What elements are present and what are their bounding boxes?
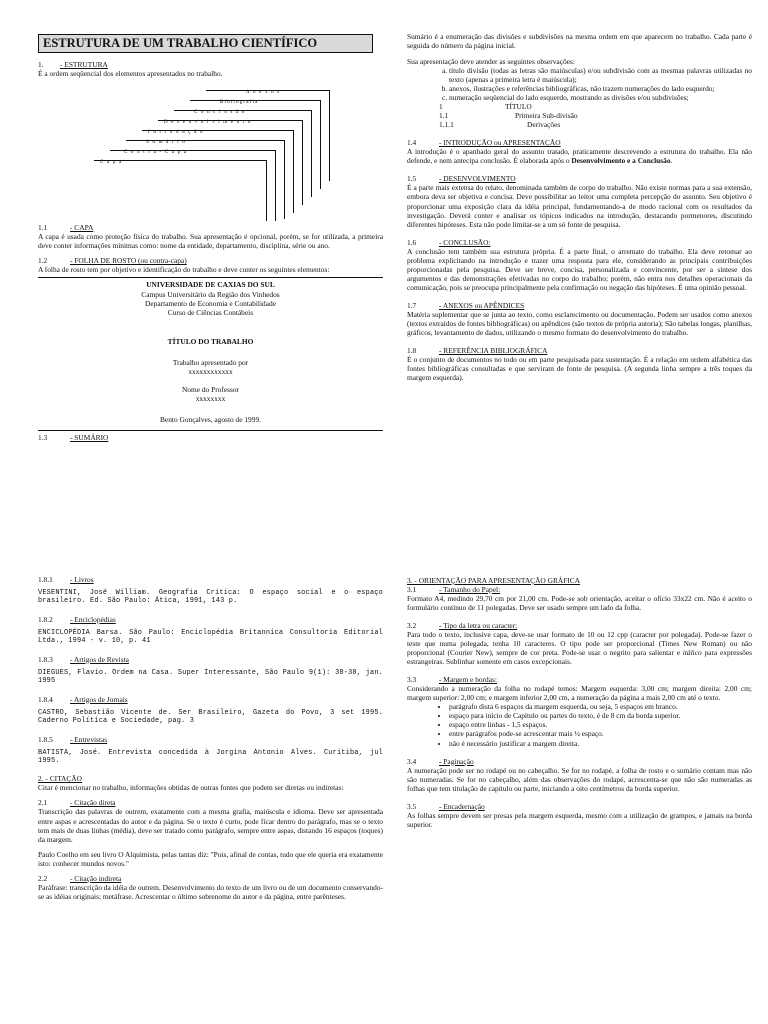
subsection-heading: 1.8.2 - Enciclopédias — [38, 614, 116, 624]
section-3-3-heading: 3.3 - Margem e bordas: — [407, 675, 497, 685]
reference-entrevistas — [38, 735, 383, 766]
subsection-heading: 1.8.3 - Artigos de Revista — [38, 654, 129, 664]
reference-entry: ENCICLOPÉDIA Barsa. São Paulo: Enciclopédia Britannica Consultoria Editorial Ltda., 1994 - v. 10, p. 41 — [38, 628, 383, 646]
summary-list — [407, 66, 752, 102]
section-2-text: Citar é mencionar no trabalho, informações obtidas de outras fontes que podem ser diretas ou indiretas: — [38, 783, 344, 793]
section-1-5-heading: 1.5 - DESENVOLVIMENTO — [407, 174, 516, 184]
summary-list-item: b. anexos, ilustrações e referências bibliográficas, não trazem numerações do lado esquerdo; — [449, 84, 752, 93]
section-2-1-heading: 2.1 - Citação direta — [38, 798, 116, 808]
bullet-item: • entre parágrafos pode-se acrescentar mais ½ espaço. — [449, 729, 752, 738]
section-1-8-heading: 1.8 - REFERÊNCIA BIBLIOGRÁFICA — [407, 345, 548, 355]
bottom-left-column — [38, 575, 383, 901]
title-page-example — [38, 277, 383, 430]
reference-entry: BATISTA, José. Entrevista concedida à Jorgina Antonio Alves. Curitiba, jul 1995. — [38, 748, 383, 765]
diagram-step-contra-capa: C o n t r a - C a p a — [110, 150, 276, 221]
section-3-4-text: A numeração pode ser no rodapé ou no cabeçalho. Se for no rodapé, a folha de rosto e o sumário contam mas não são numeradas. Se for no cabeçalho, além das observações do rodapé, acrescenta-se que não são numeradas as folhas que tem titulação de capítulo ou parte, iniciando a oito centímetros da borda superior. — [407, 765, 752, 793]
section-1-6-heading: 1.6 - CONCLUSÃO: — [407, 237, 491, 247]
section-1-2-text: A folha de rosto tem por objetivo e identificação do trabalho e deve conter os seguintes elementos: — [38, 265, 330, 275]
section-3-heading: 3. - ORIENTAÇÃO PARA APRESENTAÇÃO GRÁFICA — [407, 576, 581, 585]
margin-rules-list — [407, 702, 752, 747]
section-1-3-heading: 1.3 - SUMÁRIO — [38, 432, 109, 442]
section-3-2-text: Para todo o texto, inclusive capa, deve-se usar formato de 10 ou 12 cpp (caracter por polegada). Pode-se fazer o teste que numa polegada, tenha 10 caracteres. O tipo pode ser proporcional (Times New Roman) ou não proporcional (Courier New), sempre de cor preta. Pode-se usar o negrito para salientar e itálico para expressões estrangeiras. Sublinhar somente em casos excepcionais. — [407, 630, 753, 667]
section-1-1-text: A capa é usada como proteção física do trabalho. Sua apresentação é opcional, porém, se for utilizada, a primeira deve conter informações mínimas como: nome da entidade, departamento, disciplina, série ou ano. — [38, 232, 383, 251]
subsection-heading: 1.8.5 - Entrevistas — [38, 734, 108, 744]
section-1-text: É a ordem seqüencial dos elementos apresentados no trabalho. — [38, 69, 223, 79]
section-1-2-heading: 1.2 - FOLHA DE ROSTO (ou contra-capa) — [38, 256, 187, 266]
section-2-heading: 2. - CITAÇÃO — [38, 774, 82, 784]
section-1-heading: 1. - ESTRUTURA — [38, 60, 108, 70]
diagram-step-capa: C a p a — [94, 160, 267, 221]
section-3-5-text: As folhas sempre devem ser presas pela margem esquerda, mesmo com a utilização de grampos, e jamais na borda superior. — [407, 810, 752, 829]
bullet-item: • espaço entre linhas - 1,5 espaços. — [449, 720, 752, 729]
section-2-2-text: Paráfrase: transcrição da idéia de outrem. Desenvolvimento do texto de um livro ou de um documento conservando-se as idéias originais; metáfrase. Acrescentar o último sobrenome do autor e da página, entre parênteses. — [38, 882, 383, 901]
section-3-1-text: Formato A4, medindo 29,70 cm por 21,00 cm. Pode-se sob orientação, aceitar o ofício 33x22 cm. Não é aceito o formulário contínuo de 11 polegadas. Deve ser usado sempre um lado da folha. — [407, 594, 752, 613]
summary-observations: Sua apresentação deve atender as seguintes observações: — [407, 57, 575, 67]
diagram-step-bibliografia: Bibliografia — [190, 100, 321, 189]
subsection-heading: 1.8.4 - Artigos de Jornais — [38, 694, 128, 704]
reference-entry: VESENTINI, José William. Geografia Crítica: O espaço social e o espaço brasileiro. Ed. São Paulo: Ática, 1991, 143 p. — [38, 589, 383, 606]
author-placeholder: xxxxxxxxxxxx — [188, 366, 233, 376]
toc-row: 1.1 Primeira Sub-divisão — [439, 111, 578, 121]
diagram-step-conclusao: C o n c l u s ã o — [174, 110, 312, 197]
section-1-4-text: A introdução é o apanhado geral do assunto tratado, praticamente descrevendo a estrutura do trabalho. Ela não defende, e nem antecipa conclusão. É elaborada após o Desenvolvimento e a Conclusão. — [407, 147, 752, 166]
bullet-item: • espaço para início de Capítulo ou partes do texto, é de 8 cm da borda superior. — [449, 711, 752, 720]
section-3-3-text: Considerando a numeração da folha no rodapé temos: Margem esquerda: 3,00 cm; margem direita: 2,00 cm; margem superior: 2,00 cm; e margem inferior 2,00 cm, a numeração da página a mais 2,00 cm até o texto. — [407, 684, 752, 703]
summary-text: Sumário é a enumeração das divisões e subdivisões na mesma ordem em que aparecem no trabalho. Cada parte é seguida do número da página inicial. — [407, 32, 752, 51]
section-3-2-heading: 3.2 - Tipo da letra ou caracter: — [407, 621, 518, 631]
divider — [38, 277, 383, 278]
campus-name: Campus Universitário da Região dos Vinhedos — [141, 289, 280, 299]
summary-list-item: a. título divisão (todas as letras são maiúsculas) e/ou subdivisão com as mesmas palavras utilizadas no texto (apenas a primeira letra é maiúscula); — [449, 66, 752, 84]
toc-example — [407, 102, 752, 129]
reference-enciclopedias — [38, 615, 383, 646]
structure-diagram — [38, 80, 383, 220]
section-1-4-heading: 1.4 - INTRODUÇÃO ou APRESENTAÇÃO — [407, 138, 561, 148]
toc-row: 1 TÍTULO — [439, 102, 532, 112]
department-name: Departamento de Economia e Contabilidade — [145, 298, 276, 308]
diagram-step-desenvolvimento: D e s e n v o l v i m e n t o — [158, 120, 303, 205]
section-1-1-heading: 1.1 - CAPA — [38, 223, 94, 233]
section-1-7-heading: 1.7 - ANEXOS ou APÊNDICES — [407, 300, 525, 310]
reference-jornais — [38, 695, 383, 726]
professor-name: Nome do Professor — [181, 384, 240, 394]
document-title: ESTRUTURA DE UM TRABALHO CIENTÍFICO — [38, 34, 373, 53]
subsection-heading: 1.8.1 - Livros — [38, 575, 94, 584]
university-name: UNIVERSIDADE DE CAXIAS DO SUL — [146, 280, 275, 290]
diagram-step-sumario: S u m á r i o — [126, 140, 285, 219]
section-3-4-heading: 3.4 - Paginação — [407, 756, 474, 766]
section-1-5-text: É a parte mais extensa do relato, denominada também de corpo do trabalho. Não existe normas para a sua extensão, embora deva ser objetiva e concisa. Deve possibilitar ao leitor uma completa percepção do assunto. Seu objetivo é proporcionar uma exposição clara da idéia principal, fundamentando-a de modo racional com os resultados da investigação. Deverá conter e analisar os tópicos indicados na introdução, destacando pormenores, discutindo diferentes hipóteses. Esta não pode limitar-se a um só fonte de pesquisa. — [407, 183, 752, 229]
diagram-step-anexos: A n e x o s — [206, 90, 330, 181]
presented-by: Trabalho apresentado por — [172, 357, 249, 367]
divider — [38, 430, 383, 431]
reference-entry: CASTRO, Sebastião Vicente de. Ser Brasileiro, Gazeta do Povo, 3 set 1995. Caderno Política e Sociedade, pag. 3 — [38, 708, 383, 726]
work-title: TÍTULO DO TRABALHO — [167, 336, 254, 346]
bullet-item: • não é necessário justificar a margem direita. — [449, 739, 752, 748]
reference-livros — [38, 575, 383, 606]
section-2-2-heading: 2.2 - Citação indireta — [38, 873, 122, 883]
professor-placeholder: xxxxxxxx — [195, 393, 226, 403]
summary-list-item: c. numeração seqüencial do lado esquerdo, mostrando as divisões e/ou subdivisões; — [449, 93, 752, 102]
top-right-column — [407, 32, 752, 382]
section-1-6-text: A conclusão tem também sua estrutura própria. É a parte final, o arremate do trabalho. Ela deve retomar ao problema explicitando na introdução e trazer uma resposta para ele, considerando as principais contribuições proporcionadas pela pesquisa. Deve ser breve, concisa, personalizada e convincente, por ser a síntese dos argumentos e das demonstrações efetivadas no corpo do trabalho; porém, não entra nos detalhes operacionais da comunicação, pois se preocupa principalmente pela confirmação ou negação das hipóteses. É uma opinião pessoal. — [407, 246, 752, 292]
bottom-right-column — [407, 576, 752, 829]
section-1-8-text: É o conjunto de documentos no todo ou em parte pesquisada para sustentação. É a relação em ordem alfabética das fontes bibliográficas consultadas e que serviram de fonte de pesquisa. (A segunda linha sempre a três toques da margem esquerda). — [407, 354, 752, 382]
top-left-column — [38, 34, 383, 442]
section-3-1-heading: 3.1 - Tamanho do Papel: — [407, 585, 501, 595]
section-3-5-heading: 3.5 - Encadernação — [407, 801, 485, 811]
course-name: Curso de Ciências Contábeis — [167, 307, 254, 317]
reference-entry: DIEGUES, Flavio. Ordem na Casa. Super Interessante, São Paulo 9(1): 38-38, jan. 1995 — [38, 668, 383, 686]
section-1-7-text: Matéria suplementar que se junta ao texto, como esclarecimento ou documentação. Podem ser usados como anexos (textos extraídos de fontes bibliográficas) ou apêndices (são textos de própria autoria); São tabelas longas, planilhas, gráficos, levantamento de dados, utilizando o mesmo formato do desenvolvimento do trabalho. — [407, 309, 752, 337]
section-2-1-text: Transcrição das palavras de outrem, exatamente com a mesma grafia, maiúscula e idioma. Deve ser apresentada entre aspas e acrescentadas do autor e da página. Se o texto é curto, pode ficar dentro do parágrafo, mas se o texto tem mais de duas linhas (média), deve ser tratado como parágrafo, sempre entre aspas, distando 16 espaços (toques) da margem. — [38, 807, 383, 844]
bullet-item: • parágrafo dista 6 espaços da margem esquerda, ou seja, 5 espaços em branco. — [449, 702, 752, 711]
section-2-1-quote: Paulo Coelho em seu livro O Alquimista, pelas tantas diz: "Pois, afinal de contas, tudo que ele queria era exatamente isto: conhecer mundos novos." — [38, 849, 383, 868]
diagram-step-introducao: I n t r o d u ç ã o — [142, 130, 294, 213]
place-date: Bento Gonçalves, agosto de 1999. — [160, 414, 261, 424]
toc-row: 1.1.1 Derivações — [439, 120, 561, 130]
reference-revista — [38, 655, 383, 686]
